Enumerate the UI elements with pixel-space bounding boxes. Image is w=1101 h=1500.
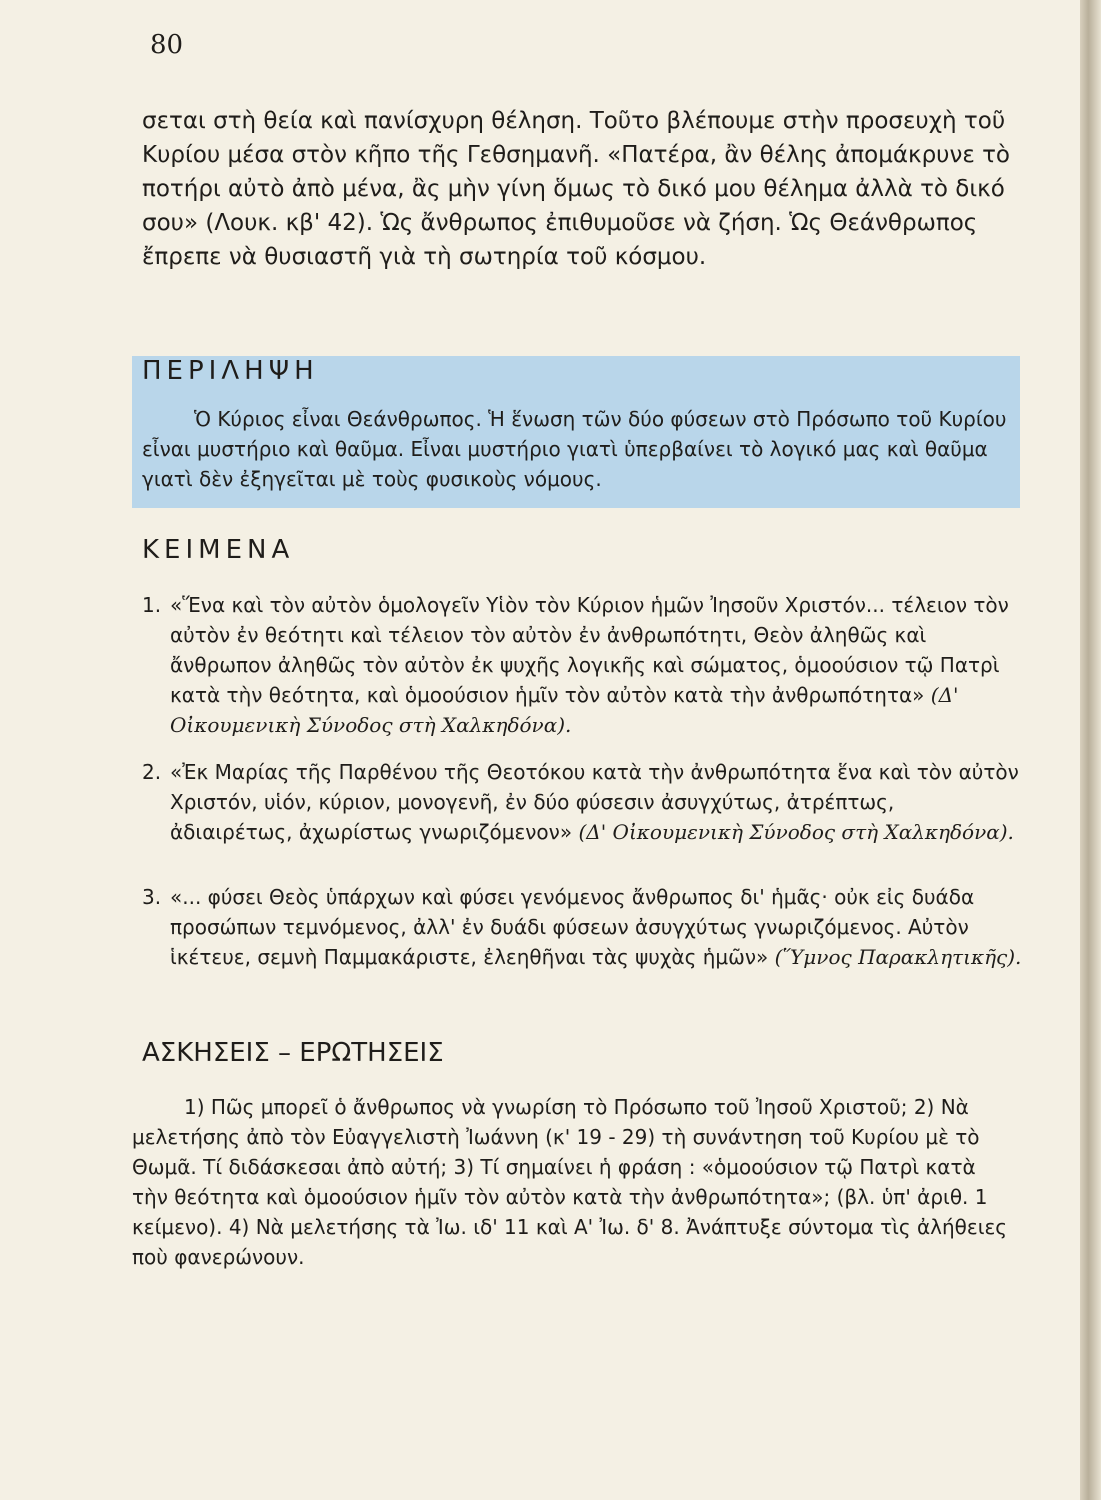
text-item [142, 882, 1022, 972]
exercises-text: 1) Πῶς μπορεῖ ὁ ἄνθρωπος νὰ γνωρίση τὸ Πρόσωπο τοῦ Ἰησοῦ Χριστοῦ; 2) Νὰ μελετήσης ἀπὸ τὸν Εὐαγγελιστὴ Ἰωάννη (κ' 19 - 29) τὴ συνάντηση τοῦ Κυρίου μὲ τὸ Θωμᾶ. Τί διδάσκεσαι ἀπὸ αὐτή; 3) Τί σημαίνει ἡ φράση : «ὁμοούσιον τῷ Πατρὶ κατὰ τὴν θεότητα καὶ ὁμοούσιον ἡμῖν τὸν αὐτὸν κατὰ τὴν ἀνθρωπότητα»; (βλ. ὑπ' ἀριθ. 1 κείμενο). 4) Νὰ μελετήσης τὰ Ἰω. ιδ' 11 καὶ Α' Ἰω. δ' 8. Ἀνάπτυξε σύντομα τὶς ἀλήθειες ποὺ φανερώνουν. [132, 1095, 1008, 1269]
texts-heading: ΚΕΙΜΕΝΑ [142, 535, 295, 565]
text-item-quote: «Ἐκ Μαρίας τῆς Παρθένου τῆς Θεοτόκου κατὰ τὴν ἀνθρωπότητα ἕνα καὶ τὸν αὐτὸν Χριστόν, υἱόν, κύριον, μονογενῆ, ἐν δύο φύσεσιν ἀσυγχύτως, ἀτρέπτως, ἀδιαιρέτως, ἀχωρίστως γνωριζόμενον» [170, 760, 1019, 844]
text-item-number: 3. [142, 885, 162, 909]
page-edge [1080, 0, 1101, 1500]
intro-paragraph: σεται στὴ θεία καὶ πανίσχυρη θέληση. Τοῦτο βλέπουμε στὴν προσευχὴ τοῦ Κυρίου μέσα στὸν κῆπο τῆς Γεθσημανῆ. «Πατέρα, ἂν θέλης ἀπομάκρυνε τὸ ποτήρι αὐτὸ ἀπὸ μένα, ἂς μὴν γίνη ὅμως τὸ δικό μου θέλημα ἀλλὰ τὸ δικό σου» (Λουκ. κβ' 42). Ὡς ἄνθρωπος ἐπιθυμοῦσε νὰ ζήση. Ὡς Θεάνθρωπος ἔπρεπε νὰ θυσιαστῆ γιὰ τὴ σωτηρία τοῦ κόσμου. [142, 108, 1011, 270]
text-item [142, 590, 1022, 740]
text-item-number: 1. [142, 593, 162, 617]
text-item-source: (Ὕμνος Παρακλητικῆς). [774, 945, 1022, 969]
summary-heading: ΠΕΡΙΛΗΨΗ [142, 356, 319, 386]
text-item [142, 757, 1022, 847]
text-item-number: 2. [142, 760, 162, 784]
exercises-heading: ΑΣΚΗΣΕΙΣ – ΕΡΩΤΗΣΕΙΣ [142, 1038, 444, 1068]
text-item-quote: «Ἕνα καὶ τὸν αὐτὸν ὁμολογεῖν Υἱὸν τὸν Κύριον ἡμῶν Ἰησοῦν Χριστόν... τέλειον τὸν αὐτὸν ἐν θεότητι καὶ τέλειον τὸν αὐτὸν ἐν ἀνθρωπότητι, Θεὸν ἀληθῶς καὶ ἄνθρωπον ἀληθῶς τὸν αὐτὸν ἐκ ψυχῆς λογικῆς καὶ σώματος, ὁμοούσιον τῷ Πατρὶ κατὰ τὴν θεότητα, καὶ ὁμοούσιον ἡμῖν τὸν αὐτὸν κατὰ τὴν ἀνθρωπότητα» [170, 593, 1009, 707]
text-item-source: (Δ' Οἰκουμενικὴ Σύνοδος στὴ Χαλκηδόνα). [170, 683, 959, 737]
summary-text: Ὁ Κύριος εἶναι Θεάνθρωπος. Ἡ ἕνωση τῶν δύο φύσεων στὸ Πρόσωπο τοῦ Κυρίου εἶναι μυστήριο καὶ θαῦμα. Εἶναι μυστήριο γιατὶ ὑπερβαίνει τὸ λογικό μας καὶ θαῦμα γιατὶ δὲν ἐξηγεῖται μὲ τοὺς φυσικοὺς νόμους. [142, 407, 1007, 491]
page-number: 80 [150, 30, 184, 60]
summary-box [132, 356, 1020, 508]
text-item-source: (Δ' Οἰκουμενικὴ Σύνοδος στὴ Χαλκηδόνα). [578, 820, 1014, 844]
text-item-quote: «... φύσει Θεὸς ὑπάρχων καὶ φύσει γενόμενος ἄνθρωπος δι' ἡμᾶς· οὐκ εἰς δυάδα προσώπων τεμνόμενος, ἀλλ' ἐν δυάδι φύσεων ἀσυγχύτως γνωριζόμενος. Αὐτὸν ἱκέτευε, σεμνὴ Παμμακάριστε, ἐλεηθῆναι τὰς ψυχὰς ἡμῶν» [170, 885, 975, 969]
